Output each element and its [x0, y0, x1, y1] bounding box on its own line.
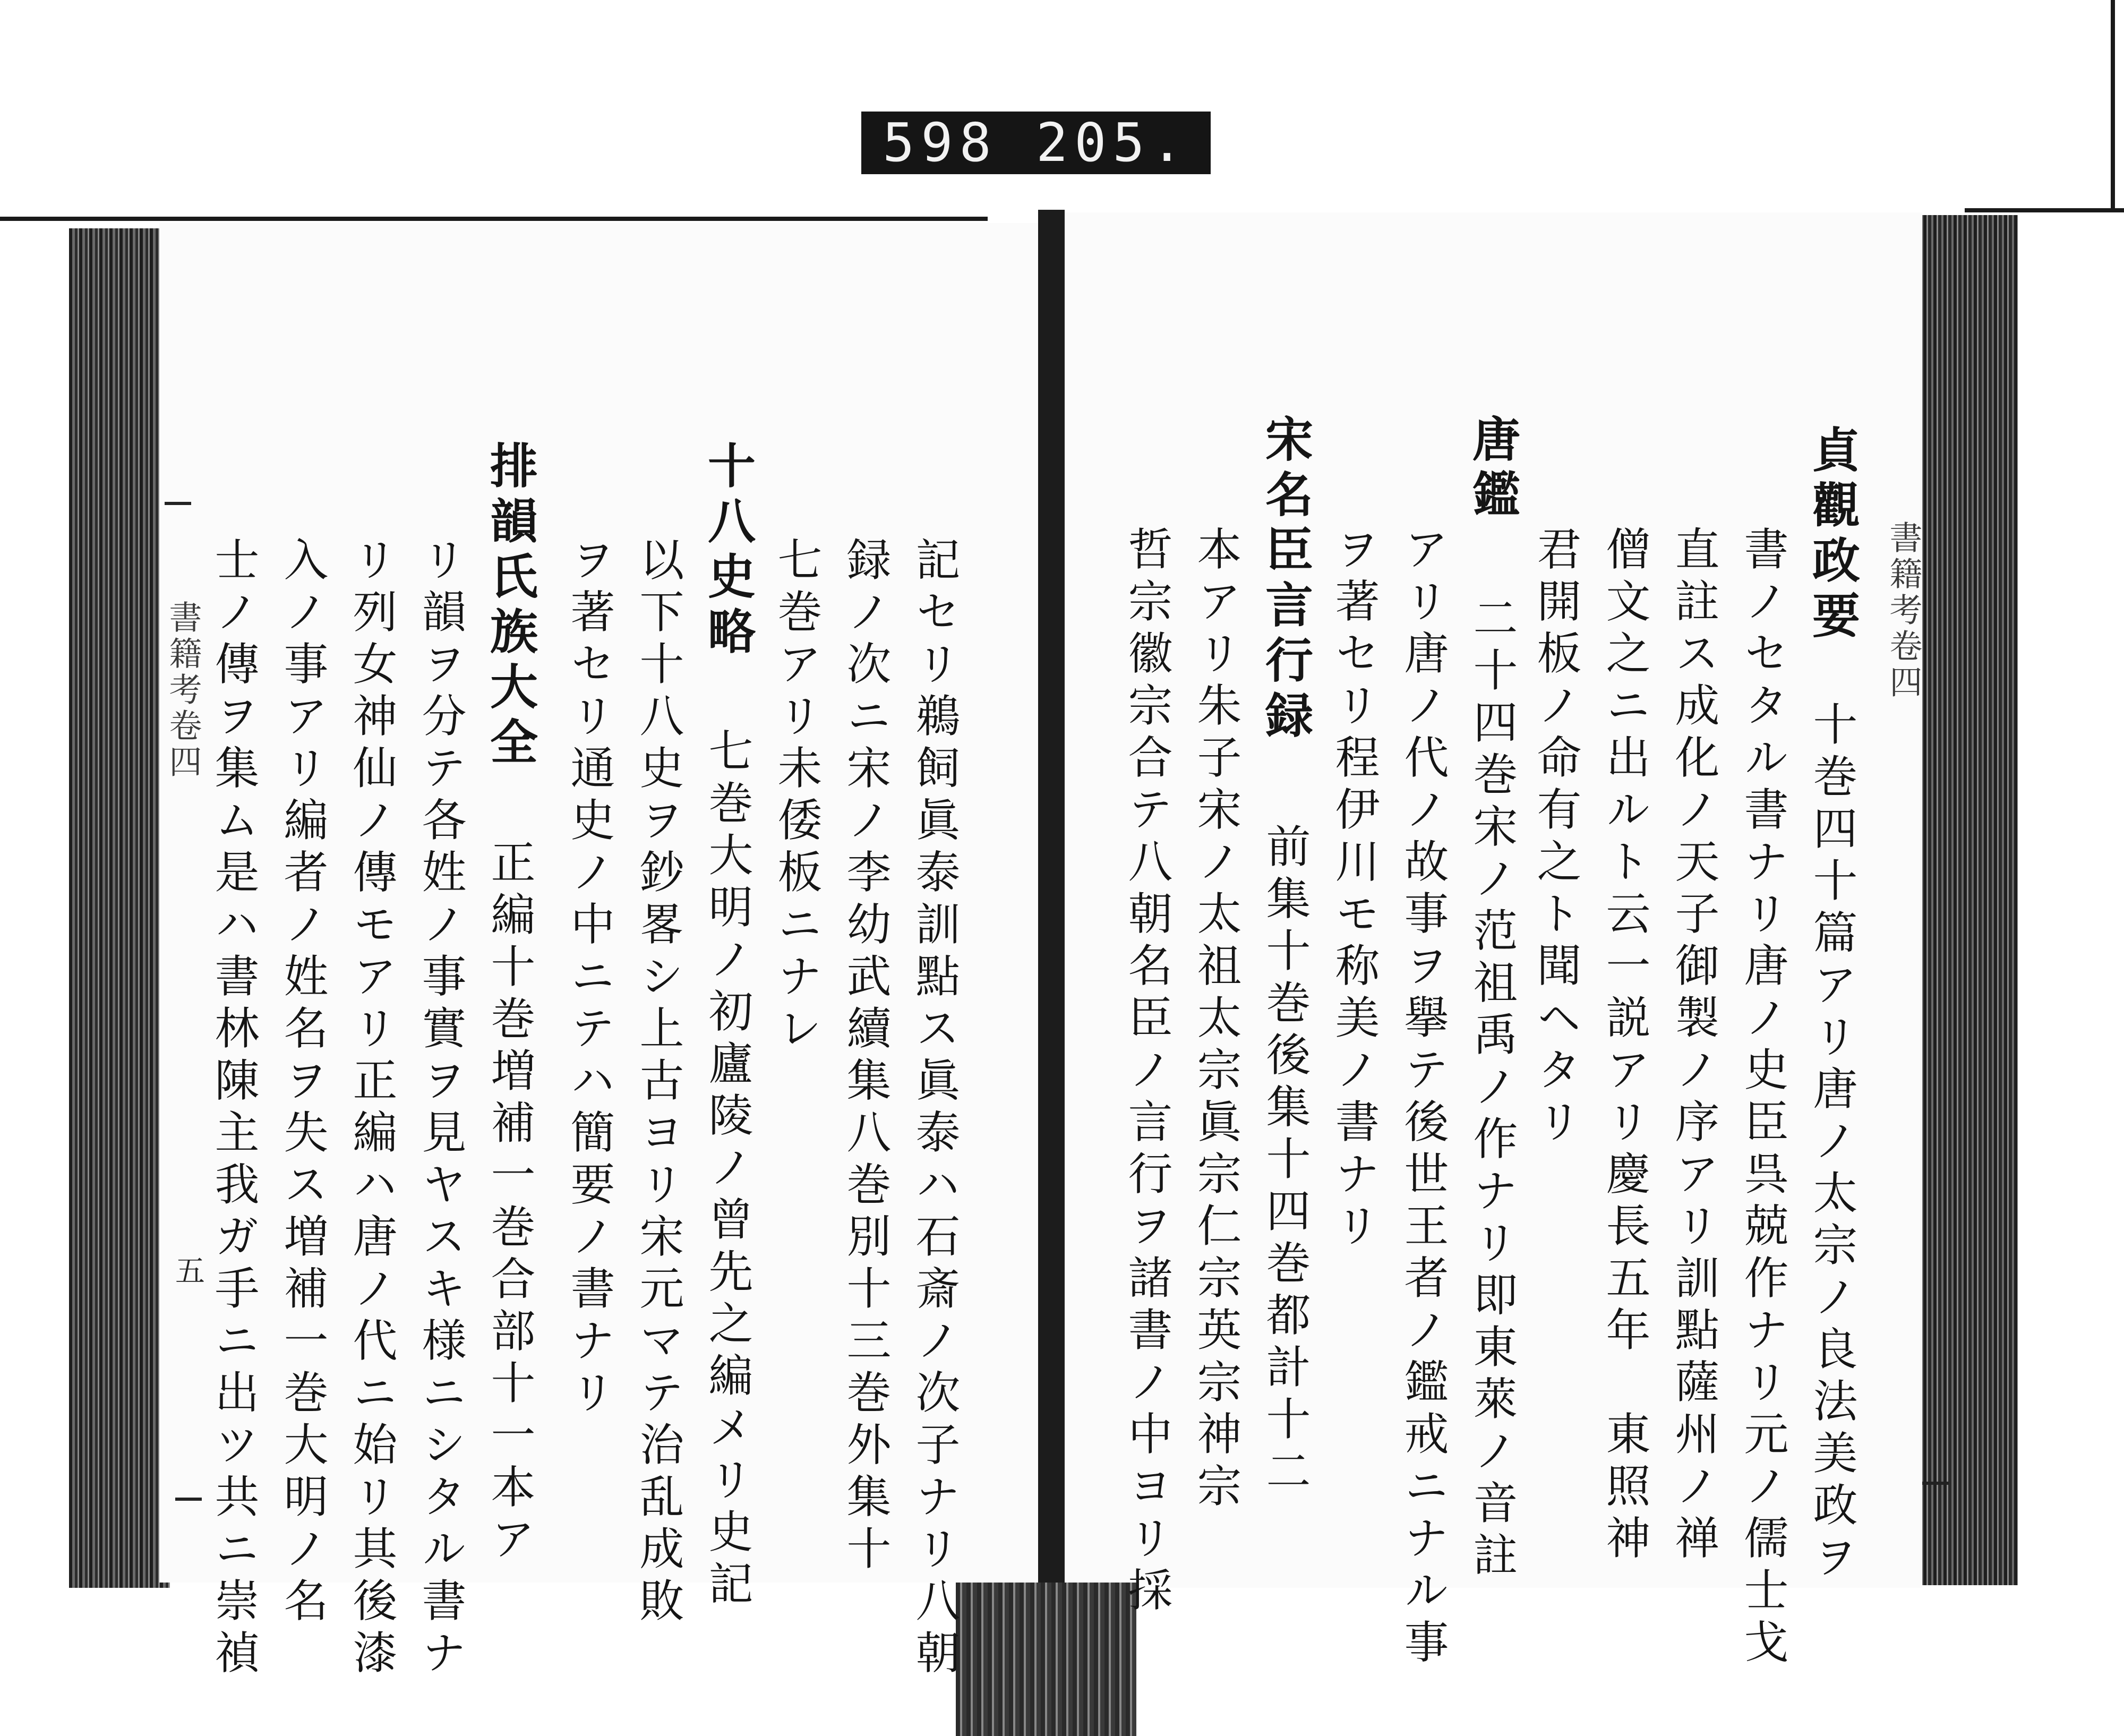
text-line: 入ノ事アリ編者ノ姓名ヲ失ス増補一巻大明ノ名 — [277, 536, 329, 1629]
text-line: 録ノ次ニ宋ノ李幼武續集八巻別十三巻外集十 — [840, 536, 892, 1577]
right-margin-title: 書籍考卷四 — [1884, 520, 1923, 701]
binding-mark — [175, 1498, 202, 1501]
text-line: 記セリ鵜飼眞泰訓點ス眞泰ハ石斎ノ次子ナリ八朝 — [909, 536, 961, 1681]
text-line: リ韻ヲ分テ各姓ノ事實ヲ見ヤスキ様ニシタル書ナ — [415, 536, 467, 1681]
entry-title: 貞觀政要 — [1804, 425, 1860, 646]
text-line: 七巻アリ未倭板ニナレ — [770, 536, 823, 1057]
text-line: アリ唐ノ代ノ故事ヲ擧テ後世王者ノ鑑戒ニナル事 — [1397, 526, 1449, 1671]
text-line: ヲ著セリ通史ノ中ニテハ簡要ノ書ナリ — [563, 536, 615, 1421]
text-line: 前集十巻後集十四巻都計十二 — [1259, 823, 1311, 1500]
binding-mark — [165, 502, 191, 505]
archive-label: 598 205. — [861, 112, 1211, 174]
top-rule-right — [1965, 208, 2124, 212]
book-gutter — [1038, 210, 1065, 1590]
entry-title: 宋名臣言行録 — [1257, 414, 1313, 746]
binding-mark — [1922, 1482, 1949, 1485]
text-line: 哲宗徽宗合テ八朝名臣ノ言行ヲ諸書ノ中ヨリ採 — [1121, 526, 1173, 1619]
page-edges-left — [69, 228, 170, 1588]
text-line: 七巻大明ノ初廬陵ノ曾先之編メリ史記 — [701, 728, 753, 1612]
text-line: リ列女神仙ノ傳モアリ正編ハ唐ノ代ニ始リ其後漆 — [346, 536, 398, 1681]
page-edges-right — [1906, 215, 2018, 1585]
entry-title: 唐鑑 — [1464, 414, 1520, 525]
top-rule-right-vertical — [2111, 0, 2115, 212]
text-line: 十巻四十篇アリ唐ノ太宗ノ良法美政ヲ — [1806, 701, 1858, 1586]
text-line: ヲ著セリ程伊川モ称美ノ書ナリ — [1328, 526, 1380, 1254]
top-rule — [0, 217, 988, 221]
text-line: 本アリ朱子宋ノ太祖太宗眞宗仁宗英宗神宗 — [1190, 526, 1242, 1515]
text-line: 僧文之ニ出ルト云一説アリ慶長五年 東照神 — [1599, 526, 1651, 1567]
spine-bottom — [956, 1583, 1136, 1736]
entry-title: 排韻氏族大全 — [482, 441, 538, 772]
text-line: 二十四巻宋ノ范祖禹ノ作ナリ即東萊ノ音註 — [1466, 595, 1518, 1584]
text-line: 書ノセタル書ナリ唐ノ史臣呉兢作ナリ元ノ儒士戈 — [1737, 526, 1789, 1671]
page-number: 五 — [175, 1254, 205, 1289]
text-line: 直註ス成化ノ天子御製ノ序アリ訓點薩州ノ禅 — [1668, 526, 1720, 1567]
left-margin-title: 書籍考卷四 — [164, 600, 202, 781]
text-line: 君開板ノ命有之ト聞ヘタリ — [1530, 526, 1582, 1150]
entry-title: 十八史略 — [699, 441, 756, 662]
text-line: 士ノ傳ヲ集ム是ハ書林陳主我ガ手ニ出ツ共ニ崇禎 — [208, 536, 260, 1681]
text-line: 以下十八史ヲ鈔畧シ上古ヨリ宋元マテ治乱成敗 — [632, 536, 684, 1629]
text-line: 正編十巻増補一巻合部十一本ア — [484, 839, 536, 1568]
